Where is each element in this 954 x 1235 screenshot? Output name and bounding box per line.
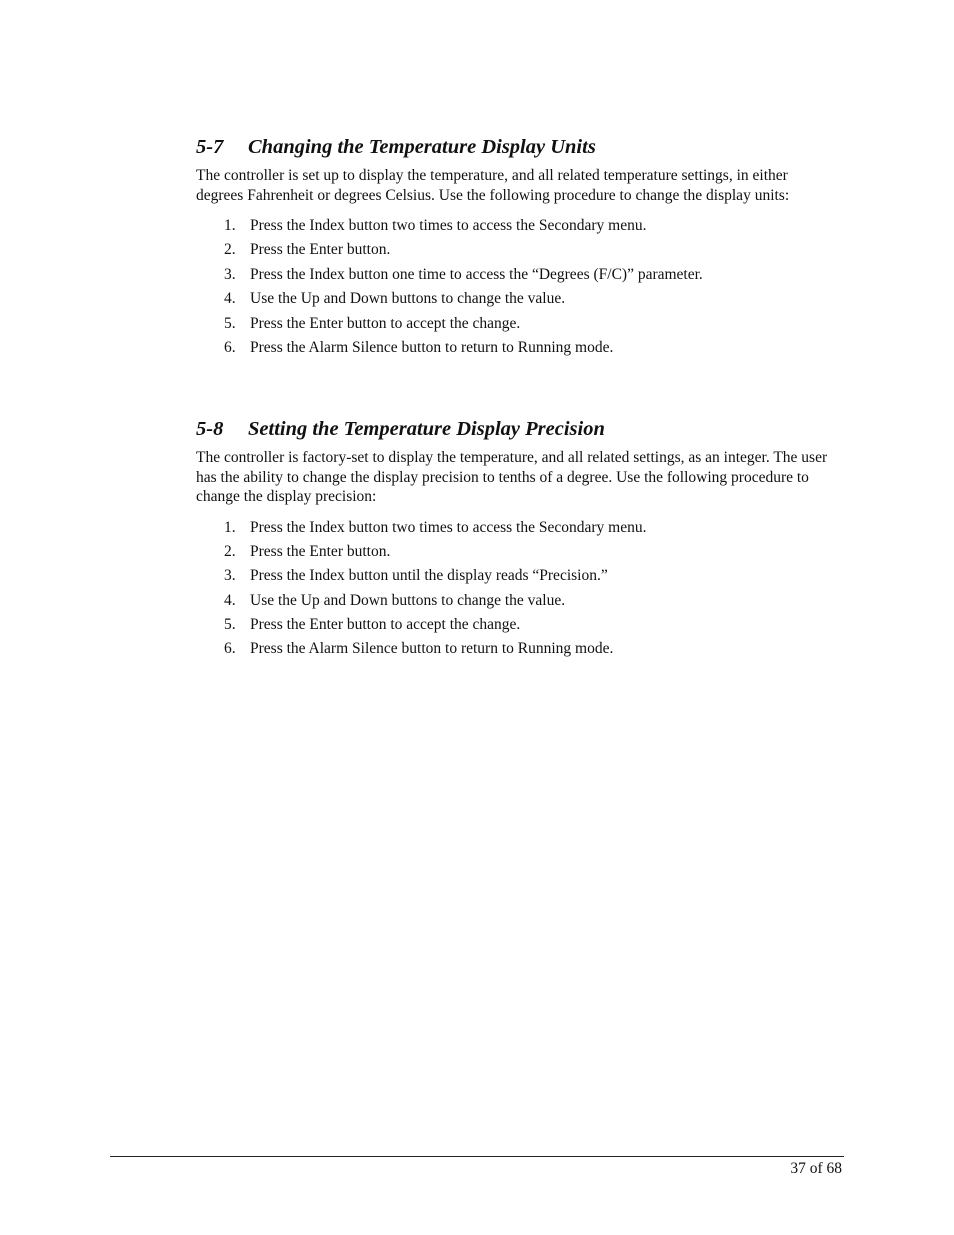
step-number: 2. (224, 241, 236, 259)
step-text: Press the Enter button. (250, 241, 391, 259)
list-item (196, 214, 836, 238)
list-item (196, 613, 836, 637)
section-paragraph: The controller is factory-set to display the temperature, and all related settings, as an integer. The user has the ability to change the display precision to tenths of a degree. Use the following procedure to change the display precision: (196, 449, 828, 505)
section-title: Changing the Temperature Display Units (248, 136, 596, 158)
step-text: Press the Index button one time to access the “Degrees (F/C)” parameter. (250, 265, 703, 283)
list-item (196, 589, 836, 613)
list-item (196, 312, 836, 336)
step-text: Press the Enter button to accept the change. (250, 314, 521, 332)
list-item (196, 336, 836, 360)
step-text: Use the Up and Down buttons to change the value. (250, 591, 566, 609)
step-text: Press the Index button until the display reads “Precision.” (250, 567, 608, 585)
step-number: 4. (224, 290, 236, 308)
step-text: Press the Alarm Silence button to return to Running mode. (250, 338, 614, 356)
step-text: Use the Up and Down buttons to change the value. (250, 290, 566, 308)
list-item (196, 564, 836, 588)
section-5-8 (196, 414, 836, 662)
list-item (196, 637, 836, 661)
section-number: 5-8 (196, 418, 224, 440)
section-5-7 (196, 132, 836, 360)
step-number: 3. (224, 265, 236, 283)
step-number: 1. (224, 217, 236, 234)
list-item (196, 263, 836, 287)
steps-list (196, 214, 836, 360)
footer-divider (110, 1156, 844, 1157)
step-number: 3. (224, 567, 236, 585)
step-number: 6. (224, 338, 236, 356)
step-number: 1. (224, 518, 236, 536)
list-item (196, 540, 836, 564)
section-heading (196, 414, 836, 444)
section-heading (196, 132, 836, 162)
list-item (196, 238, 836, 262)
step-text: Press the Index button two times to access the Secondary menu. (250, 518, 647, 536)
section-paragraph: The controller is set up to display the temperature, and all related temperature settings, in either degrees Fahrenheit or degrees Celsius. Use the following procedure to change the display units: (196, 167, 790, 204)
section-number: 5-7 (196, 136, 224, 158)
list-item (196, 516, 836, 540)
step-number: 2. (224, 542, 236, 560)
step-text: Press the Alarm Silence button to return to Running mode. (250, 640, 614, 658)
steps-list (196, 516, 836, 662)
step-number: 4. (224, 591, 236, 609)
page-number: 37 of 68 (790, 1160, 842, 1177)
section-title: Setting the Temperature Display Precision (248, 418, 605, 440)
step-text: Press the Enter button. (250, 542, 391, 560)
list-item (196, 287, 836, 311)
step-text: Press the Enter button to accept the change. (250, 616, 521, 634)
step-number: 5. (224, 314, 236, 332)
step-text: Press the Index button two times to access the Secondary menu. (250, 217, 647, 234)
step-number: 6. (224, 640, 236, 658)
step-number: 5. (224, 616, 236, 634)
